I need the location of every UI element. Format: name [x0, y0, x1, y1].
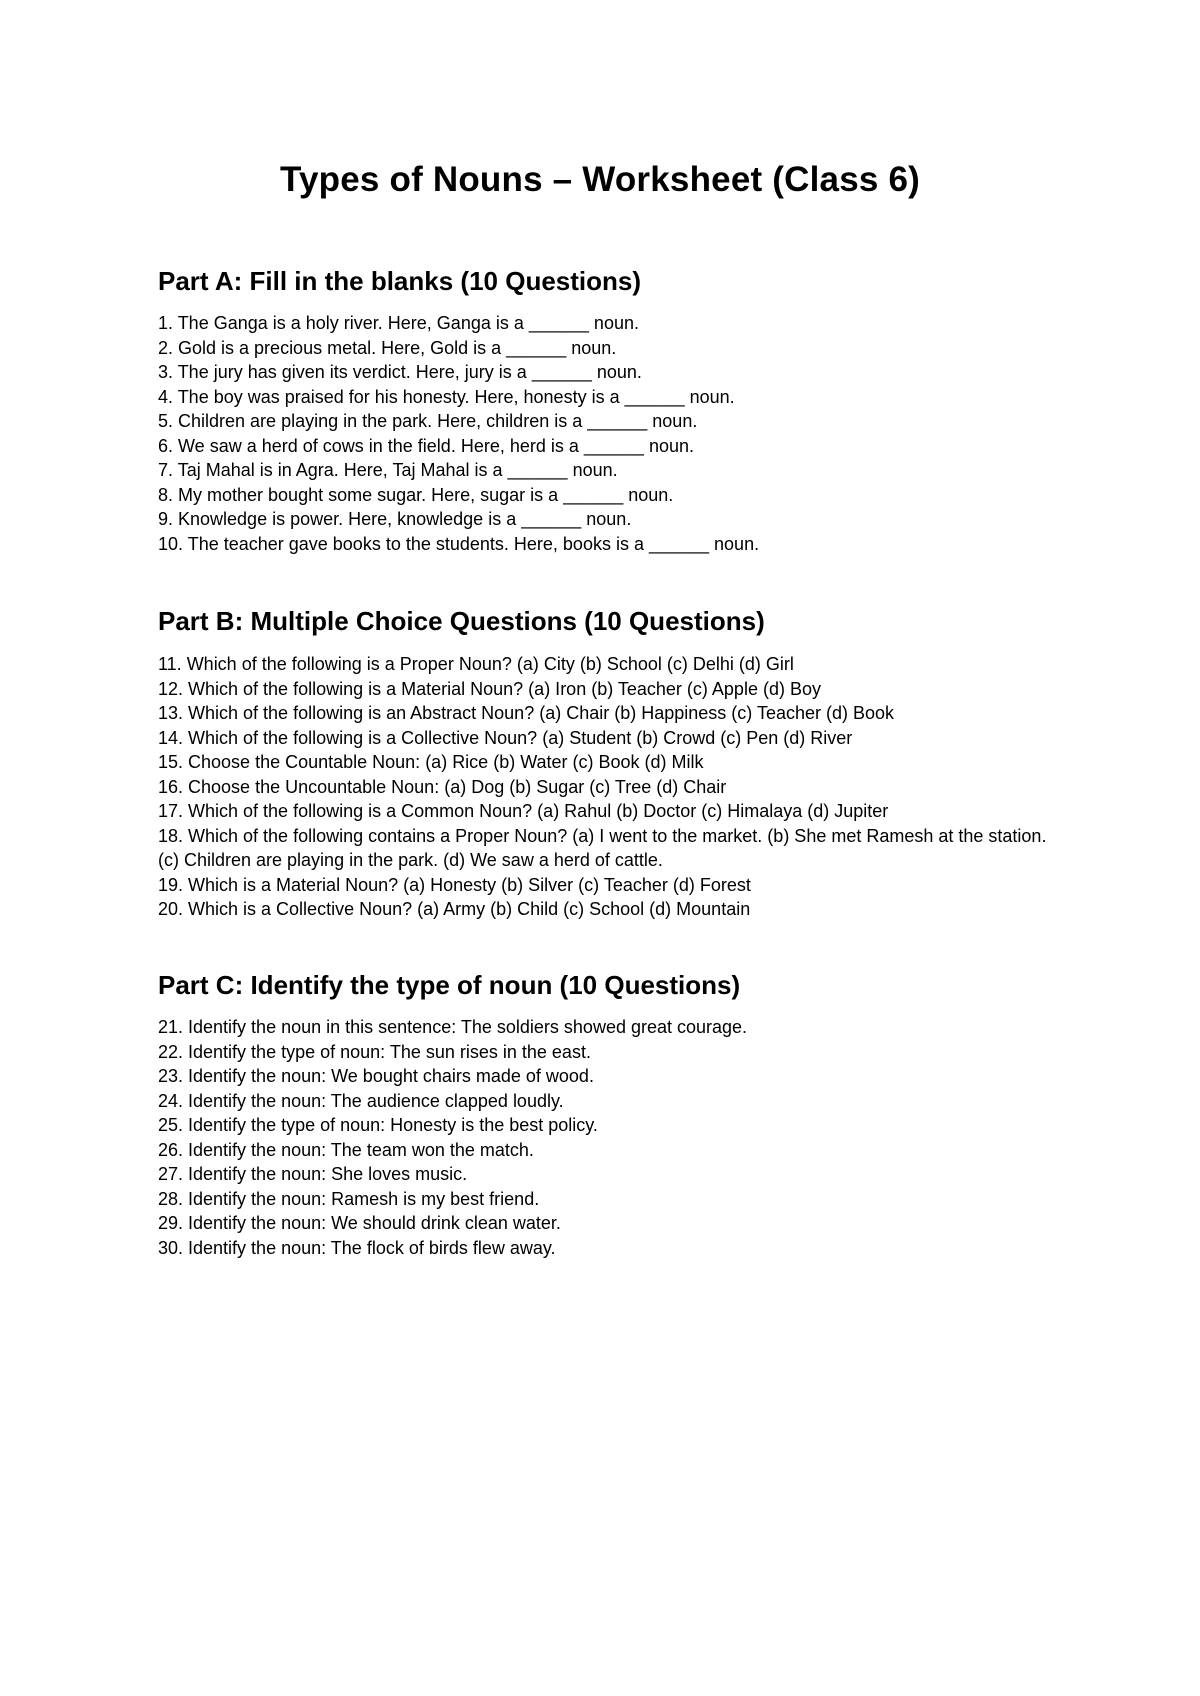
question-item: 28. Identify the noun: Ramesh is my best friend. — [158, 1188, 540, 1209]
question-item: 18. Which of the following contains a Proper Noun? (a) I went to the market. (b) She met Ramesh at the station. (c) Children are playing in the park. (d) We saw a herd of cattle. — [158, 825, 1047, 870]
question-list-part-a — [158, 311, 1058, 556]
section-heading-part-c: Part C: Identify the type of noun (10 Questions) — [158, 970, 741, 1000]
question-item: 29. Identify the noun: We should drink clean water. — [158, 1213, 561, 1233]
question-item: 25. Identify the type of noun: Honesty is the best policy. — [158, 1115, 598, 1135]
question-item: 23. Identify the noun: We bought chairs made of wood. — [158, 1066, 594, 1086]
question-item: 12. Which of the following is a Material Noun? (a) Iron (b) Teacher (c) Apple (d) Boy — [158, 678, 821, 699]
question-item: 15. Choose the Countable Noun: (a) Rice (b) Water (c) Book (d) Milk — [158, 752, 704, 772]
question-item: 4. The boy was praised for his honesty. Here, honesty is a ______ noun. — [158, 386, 735, 407]
question-item: 5. Children are playing in the park. Here, children is a ______ noun. — [158, 411, 698, 431]
question-item: 2. Gold is a precious metal. Here, Gold is a ______ noun. — [158, 337, 617, 358]
question-list-part-b — [158, 652, 1058, 922]
question-item: 7. Taj Mahal is in Agra. Here, Taj Mahal is a ______ noun. — [158, 460, 618, 480]
question-item: 30. Identify the noun: The flock of birds flew away. — [158, 1237, 556, 1258]
question-item: 11. Which of the following is a Proper Noun? (a) City (b) School (c) Delhi (d) Girl — [158, 654, 794, 674]
question-item: 6. We saw a herd of cows in the field. Here, herd is a ______ noun. — [158, 435, 694, 456]
page-title: Types of Nouns – Worksheet (Class 6) — [280, 160, 920, 199]
question-item: 17. Which of the following is a Common Noun? (a) Rahul (b) Doctor (c) Himalaya (d) Jupiter — [158, 801, 889, 821]
question-item: 27. Identify the noun: She loves music. — [158, 1164, 468, 1184]
question-list-part-c — [158, 1015, 1058, 1260]
question-item: 1. The Ganga is a holy river. Here, Ganga is a ______ noun. — [158, 313, 639, 333]
question-item: 21. Identify the noun in this sentence: The soldiers showed great courage. — [158, 1017, 748, 1037]
question-item: 9. Knowledge is power. Here, knowledge is a ______ noun. — [158, 509, 632, 529]
question-item: 22. Identify the type of noun: The sun rises in the east. — [158, 1041, 591, 1062]
question-item: 16. Choose the Uncountable Noun: (a) Dog (b) Sugar (c) Tree (d) Chair — [158, 776, 727, 797]
question-item: 13. Which of the following is an Abstract Noun? (a) Chair (b) Happiness (c) Teacher (d) Book — [158, 703, 895, 723]
question-item: 26. Identify the noun: The team won the match. — [158, 1139, 534, 1160]
question-item: 19. Which is a Material Noun? (a) Honesty (b) Silver (c) Teacher (d) Forest — [158, 874, 751, 895]
question-item: 20. Which is a Collective Noun? (a) Army (b) Child (c) School (d) Mountain — [158, 899, 751, 919]
question-item: 24. Identify the noun: The audience clapped loudly. — [158, 1090, 564, 1111]
question-item: 8. My mother bought some sugar. Here, sugar is a ______ noun. — [158, 484, 674, 505]
section-heading-part-a: Part A: Fill in the blanks (10 Questions) — [158, 266, 642, 296]
question-item: 14. Which of the following is a Collective Noun? (a) Student (b) Crowd (c) Pen (d) River — [158, 727, 853, 748]
question-item: 3. The jury has given its verdict. Here, jury is a ______ noun. — [158, 362, 642, 382]
question-item: 10. The teacher gave books to the students. Here, books is a ______ noun. — [158, 533, 760, 554]
section-heading-part-b: Part B: Multiple Choice Questions (10 Questions) — [158, 606, 765, 636]
